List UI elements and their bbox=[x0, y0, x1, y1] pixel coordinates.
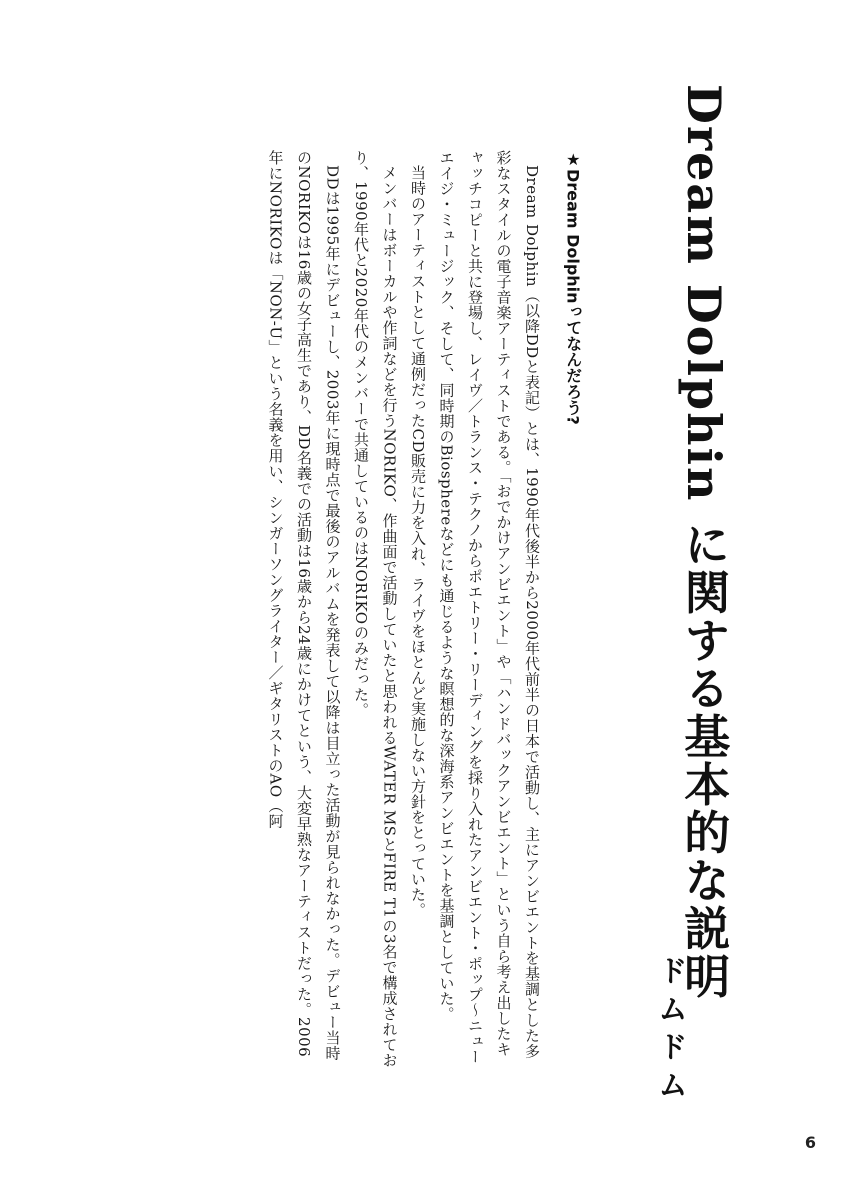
paragraph: DDは1995年にデビューし、2003年に現時点で最後のアルバムを発表して以降は目立った活動が見られなかった。デビュー当時のNORIKOは16歳の女子高生であり、DD名義での活動は16歳から24歳にかけてという、大変早熟なアーティストだった。2006年にNORIKOは「NON-U」という名義を用い、シンガーソングライター／ギタリストのAO（阿 bbox=[266, 150, 342, 1061]
section-heading: ★Dream Dolphinってなんだろう? bbox=[563, 150, 583, 425]
author-name: ドムドム bbox=[652, 955, 687, 1107]
page-number: 6 bbox=[804, 1133, 816, 1152]
paragraph: Dream Dolphin（以降DDと表記）とは、1990年代後半から2000年代前半の日本で活動し、主にアンビエントを基調とした多彩なスタイルの電子音楽アーティストである。「おでかけアンビエント」や「ハンドバックアンビエント」という自ら考え出したキャッチコピーと共に登場し、レイヴ／トランス・テクノからポエトリー・リーディングを採り入れたアンビエント・ポップ～ニューエイジ・ミュージック、そして、同時期のBiosphereなどにも通じるような瞑想的な深海系アンビエントを基調としていた。 bbox=[437, 150, 541, 1065]
paragraph: メンバーはボーカルや作詞などを行うNORIKO、作曲面で活動していたと思われるWATER MSとFIRE T1の3名で構成されており、1990年代と2020年代のメンバーで共通しているのはNORIKOのみだった。 bbox=[352, 150, 399, 1069]
page-title: Dream Dolphin に関する基本的な説明 bbox=[677, 84, 732, 1001]
paragraph: 当時のアーティストとして通例だったCD販売に力を入れ、ライヴをほとんど実施しない方針をとっていた。 bbox=[409, 165, 427, 919]
body-text bbox=[126, 150, 546, 1070]
